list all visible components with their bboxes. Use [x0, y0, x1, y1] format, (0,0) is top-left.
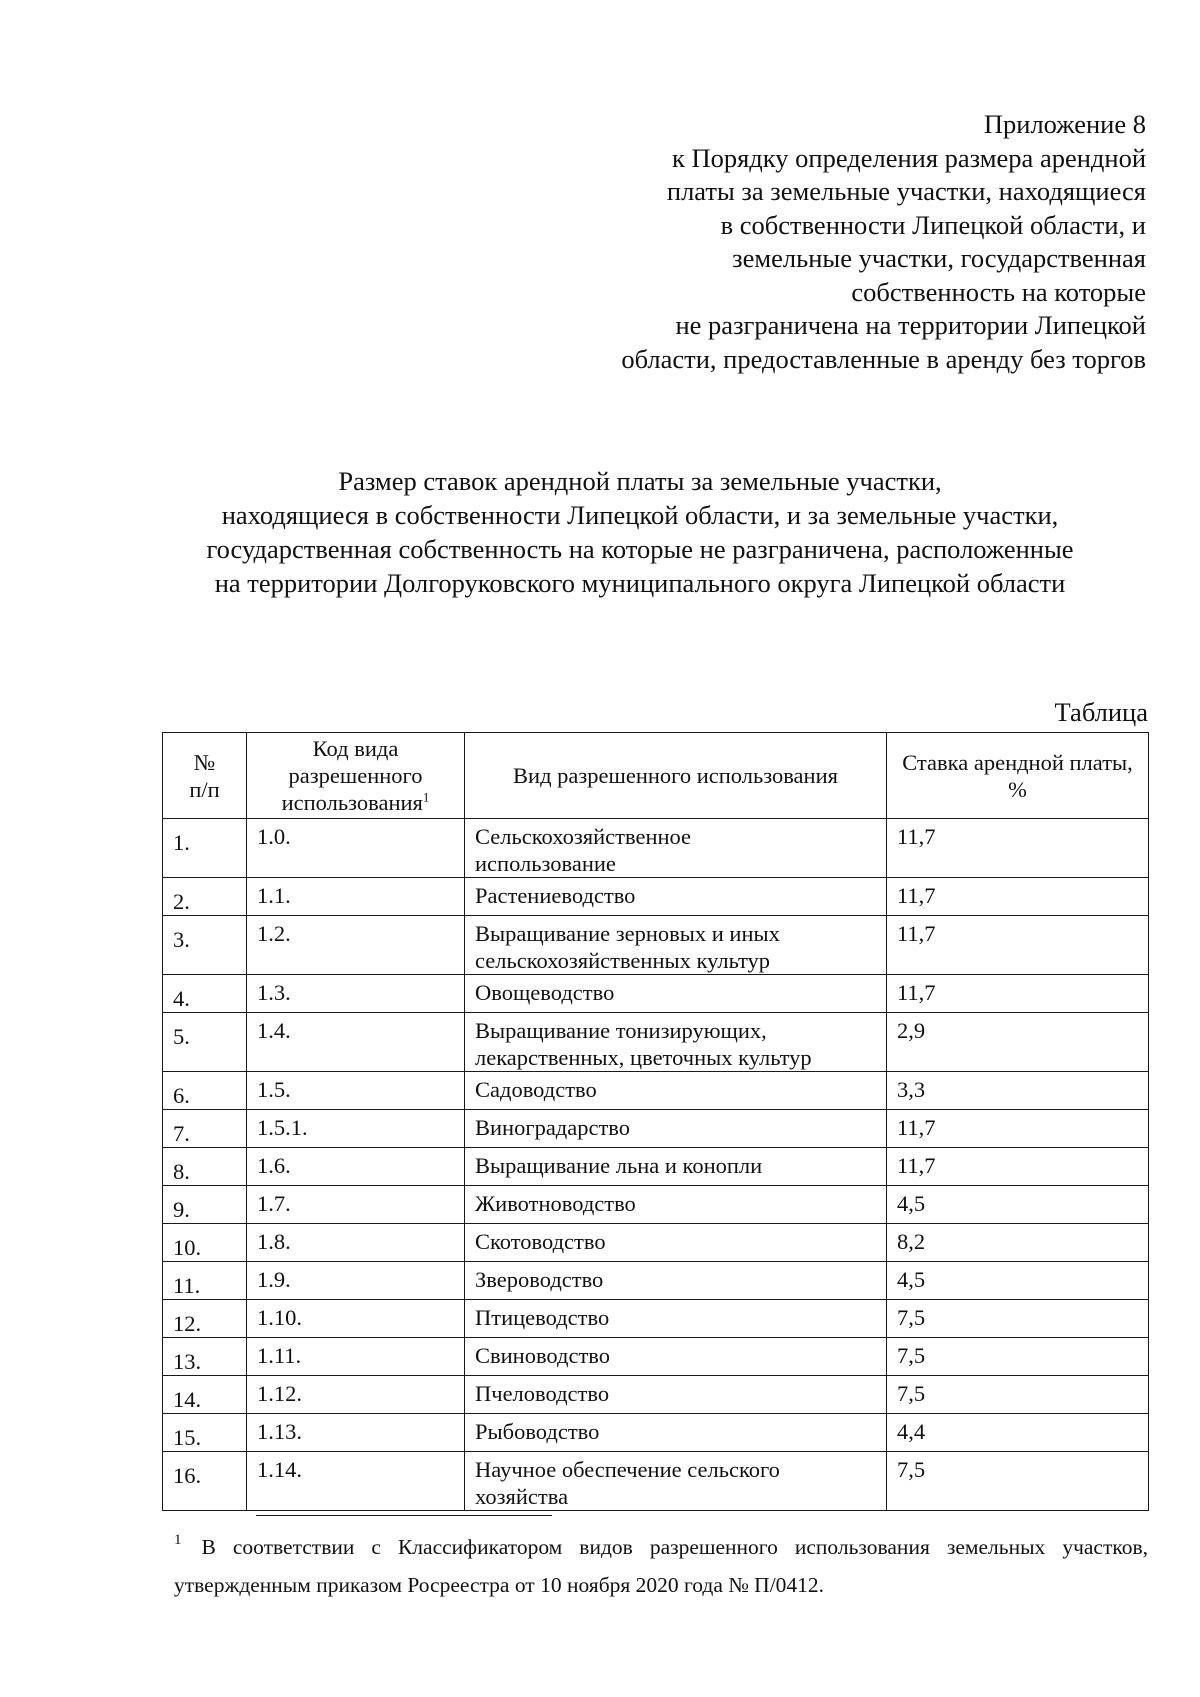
title-line: находящиеся в собственности Липецкой области, и за земельные участки, [221, 500, 1059, 530]
cell-num: 1. [163, 819, 247, 878]
header-rate-line2: % [1008, 776, 1027, 802]
cell-num: 4. [163, 975, 247, 1013]
cell-num: 12. [163, 1300, 247, 1338]
cell-code: 1.6. [247, 1148, 465, 1186]
appendix-line: области, предоставленные в аренду без торгов [621, 343, 1146, 374]
cell-rate: 4,5 [887, 1262, 1149, 1300]
cell-kind-line1: Звероводство [475, 1267, 604, 1292]
header-code [247, 733, 465, 819]
header-rate [887, 733, 1149, 819]
cell-rate: 2,9 [887, 1013, 1149, 1072]
cell-rate: 7,5 [887, 1338, 1149, 1376]
appendix-line: собственность на которые [851, 276, 1146, 307]
cell-code: 1.0. [247, 819, 465, 878]
cell-kind-line1: Животноводство [475, 1191, 636, 1216]
appendix-line: в собственности Липецкой области, и [720, 209, 1146, 240]
title-line: Размер ставок арендной платы за земельные участки, [338, 466, 942, 496]
cell-kind [465, 819, 887, 878]
table-row [163, 1148, 1149, 1186]
cell-kind-line1: Выращивание льна и конопли [475, 1153, 763, 1178]
cell-num: 14. [163, 1376, 247, 1414]
cell-rate: 11,7 [887, 1110, 1149, 1148]
footnote-separator [256, 1515, 552, 1516]
cell-kind [465, 1376, 887, 1414]
header-rate-line1: Ставка арендной платы, [902, 749, 1133, 775]
cell-num: 16. [163, 1452, 247, 1511]
table-row [163, 975, 1149, 1013]
cell-kind-line1: Садоводство [475, 1077, 597, 1102]
cell-kind-line2: использование [475, 851, 616, 876]
cell-kind-line1: Виноградарство [475, 1115, 631, 1140]
cell-rate: 7,5 [887, 1300, 1149, 1338]
appendix-header [560, 108, 1146, 376]
cell-kind [465, 1186, 887, 1224]
footnote-mark: 1 [174, 1532, 182, 1548]
header-num-line1: № [193, 749, 216, 775]
appendix-line: Приложение 8 [983, 109, 1146, 139]
cell-num: 10. [163, 1224, 247, 1262]
cell-kind [465, 1338, 887, 1376]
cell-code: 1.13. [247, 1414, 465, 1452]
cell-rate: 11,7 [887, 1148, 1149, 1186]
cell-kind-line1: Выращивание тонизирующих, [475, 1018, 767, 1043]
footnote-text: В соответствии с Классификатором видов разрешенного использования земельных участков, утвержденным приказом Росреестра от 10 ноября 2020 года № П/0412. [174, 1535, 1148, 1597]
cell-rate: 3,3 [887, 1072, 1149, 1110]
cell-kind-line1: Скотоводство [475, 1229, 606, 1254]
header-num [163, 733, 247, 819]
cell-code: 1.14. [247, 1452, 465, 1511]
table-header-row [163, 733, 1149, 819]
cell-num: 13. [163, 1338, 247, 1376]
cell-kind-line2: лекарственных, цветочных культур [475, 1045, 812, 1070]
table-row [163, 878, 1149, 916]
cell-num: 5. [163, 1013, 247, 1072]
table-row [163, 1072, 1149, 1110]
cell-rate: 7,5 [887, 1452, 1149, 1511]
cell-code: 1.5.1. [247, 1110, 465, 1148]
header-code-line2: разрешенного [288, 763, 423, 788]
cell-kind-line1: Научное обеспечение сельского [475, 1457, 780, 1482]
cell-rate: 4,4 [887, 1414, 1149, 1452]
cell-kind [465, 1452, 887, 1511]
cell-kind [465, 1414, 887, 1452]
table-row [163, 1414, 1149, 1452]
table-row [163, 1300, 1149, 1338]
table-row [163, 1338, 1149, 1376]
table-caption: Таблица [1054, 697, 1148, 727]
header-num-line2: п/п [189, 776, 220, 802]
cell-num: 3. [163, 916, 247, 975]
cell-code: 1.4. [247, 1013, 465, 1072]
title-line: на территории Долгоруковского муниципального округа Липецкой области [214, 568, 1066, 598]
cell-num: 8. [163, 1148, 247, 1186]
cell-code: 1.9. [247, 1262, 465, 1300]
cell-num: 6. [163, 1072, 247, 1110]
cell-num: 15. [163, 1414, 247, 1452]
cell-code: 1.2. [247, 916, 465, 975]
table-row [163, 1186, 1149, 1224]
cell-kind [465, 1110, 887, 1148]
cell-kind [465, 1224, 887, 1262]
table-row [163, 1376, 1149, 1414]
cell-rate: 11,7 [887, 975, 1149, 1013]
table-row [163, 1013, 1149, 1072]
appendix-line: к Порядку определения размера арендной [671, 142, 1146, 173]
cell-kind-line1: Выращивание зерновых и иных [475, 921, 780, 946]
cell-kind [465, 975, 887, 1013]
cell-kind [465, 1300, 887, 1338]
rates-table [162, 732, 1149, 1511]
cell-kind [465, 878, 887, 916]
cell-kind-line2: сельскохозяйственных культур [475, 948, 771, 973]
cell-num: 11. [163, 1262, 247, 1300]
cell-rate: 11,7 [887, 878, 1149, 916]
table-row [163, 819, 1149, 878]
cell-num: 9. [163, 1186, 247, 1224]
cell-code: 1.12. [247, 1376, 465, 1414]
appendix-line: платы за земельные участки, находящиеся [666, 176, 1146, 206]
cell-code: 1.1. [247, 878, 465, 916]
title-line: государственная собственность на которые не разграничена, расположенные [206, 534, 1074, 564]
cell-code: 1.5. [247, 1072, 465, 1110]
cell-rate: 7,5 [887, 1376, 1149, 1414]
cell-kind-line1: Рыбоводство [475, 1419, 600, 1444]
cell-kind-line1: Овощеводство [475, 980, 615, 1005]
cell-kind [465, 1013, 887, 1072]
cell-kind-line1: Птицеводство [475, 1305, 610, 1330]
cell-kind-line1: Растениеводство [475, 883, 636, 908]
cell-kind [465, 1148, 887, 1186]
table-row [163, 1224, 1149, 1262]
cell-code: 1.11. [247, 1338, 465, 1376]
table-body [163, 819, 1149, 1511]
cell-rate: 4,5 [887, 1186, 1149, 1224]
appendix-line: земельные участки, государственная [732, 243, 1146, 273]
cell-kind [465, 1262, 887, 1300]
cell-rate: 11,7 [887, 819, 1149, 878]
cell-kind-line1: Сельскохозяйственное [475, 824, 692, 849]
header-code-text: использования [281, 790, 423, 815]
table-row [163, 916, 1149, 975]
cell-num: 2. [163, 878, 247, 916]
footnote-reference: 1 [422, 789, 430, 805]
cell-code: 1.10. [247, 1300, 465, 1338]
cell-rate: 11,7 [887, 916, 1149, 975]
cell-code: 1.8. [247, 1224, 465, 1262]
cell-kind-line1: Свиноводство [475, 1343, 611, 1368]
cell-kind [465, 916, 887, 975]
cell-num: 7. [163, 1110, 247, 1148]
header-code-line3 [253, 789, 458, 816]
appendix-line: не разграничена на территории Липецкой [675, 310, 1146, 340]
cell-rate: 8,2 [887, 1224, 1149, 1262]
table-row [163, 1262, 1149, 1300]
cell-code: 1.7. [247, 1186, 465, 1224]
cell-kind-line2: хозяйства [475, 1484, 569, 1509]
document-title [140, 464, 1140, 600]
cell-code: 1.3. [247, 975, 465, 1013]
table-row [163, 1452, 1149, 1511]
header-kind: Вид разрешенного использования [465, 733, 887, 819]
cell-kind [465, 1072, 887, 1110]
table-row [163, 1110, 1149, 1148]
cell-kind-line1: Пчеловодство [475, 1381, 610, 1406]
header-code-line1: Код вида [312, 736, 399, 761]
footnote [174, 1530, 1148, 1603]
